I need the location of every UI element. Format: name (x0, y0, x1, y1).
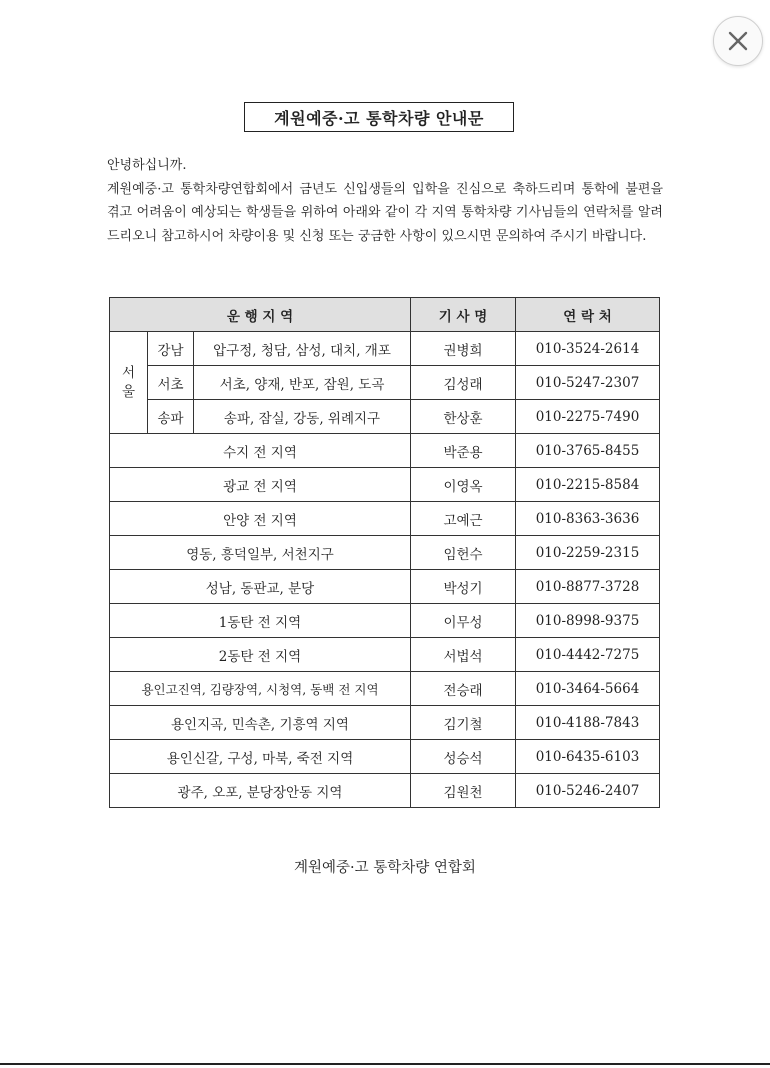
area-cell: 압구정, 청담, 삼성, 대치, 개포 (194, 332, 411, 366)
contact-cell: 010-2259-2315 (516, 536, 660, 570)
contact-cell: 010-5246-2407 (516, 774, 660, 808)
area-cell: 용인고진역, 김량장역, 시청역, 동백 전 지역 (110, 672, 411, 706)
area-cell: 용인지곡, 민속촌, 기흥역 지역 (110, 706, 411, 740)
contact-cell: 010-3464-5664 (516, 672, 660, 706)
contact-cell: 010-8877-3728 (516, 570, 660, 604)
table-row (110, 468, 660, 502)
intro-body: 계원예중·고 통학차량연합회에서 금년도 신입생들의 입학을 진심으로 축하드리며 통학에 불편을 겪고 어려움이 예상되는 학생들을 위하여 아래와 같이 각 지역 통학차량 기사님들의 연락처를 알려드리오니 참고하시어 차량이용 및 신청 또는 궁금한 사항이 있으시면 문의하여 주시기 바랍니다. (107, 181, 663, 244)
table-row (110, 502, 660, 536)
district-cell: 서초 (148, 366, 194, 400)
driver-cell: 임헌수 (411, 536, 516, 570)
driver-cell: 이영옥 (411, 468, 516, 502)
area-cell: 2동탄 전 지역 (110, 638, 411, 672)
area-cell: 송파, 잠실, 강동, 위례지구 (194, 400, 411, 434)
table-row (110, 774, 660, 808)
driver-cell: 전승래 (411, 672, 516, 706)
area-cell: 광교 전 지역 (110, 468, 411, 502)
close-button[interactable] (713, 16, 763, 66)
seoul-label (110, 332, 148, 434)
table-row (110, 400, 660, 434)
contact-cell: 010-6435-6103 (516, 740, 660, 774)
document-footer: 계원예중·고 통학차량 연합회 (294, 860, 476, 876)
area-cell: 광주, 오포, 분당장안동 지역 (110, 774, 411, 808)
driver-cell: 서법석 (411, 638, 516, 672)
header-area: 운 행 지 역 (110, 298, 411, 332)
driver-cell: 김기철 (411, 706, 516, 740)
area-cell: 수지 전 지역 (110, 434, 411, 468)
area-cell: 성남, 동판교, 분당 (110, 570, 411, 604)
area-cell: 1동탄 전 지역 (110, 604, 411, 638)
driver-cell: 박성기 (411, 570, 516, 604)
contact-cell: 010-8363-3636 (516, 502, 660, 536)
table-row (110, 434, 660, 468)
intro-text (107, 154, 663, 248)
table-row (110, 638, 660, 672)
contact-cell: 010-2215-8584 (516, 468, 660, 502)
contact-cell: 010-8998-9375 (516, 604, 660, 638)
area-cell: 안양 전 지역 (110, 502, 411, 536)
header-contact: 연 락 처 (516, 298, 660, 332)
contact-cell: 010-2275-7490 (516, 400, 660, 434)
seoul-label-char: 서 (121, 364, 136, 381)
district-cell: 송파 (148, 400, 194, 434)
table-row (110, 366, 660, 400)
driver-cell: 이무성 (411, 604, 516, 638)
contact-cell: 010-4188-7843 (516, 706, 660, 740)
driver-cell: 박준용 (411, 434, 516, 468)
area-cell: 영동, 흥덕일부, 서천지구 (110, 536, 411, 570)
district-cell: 강남 (148, 332, 194, 366)
table-row (110, 706, 660, 740)
seoul-label-char: 울 (121, 383, 136, 400)
table-row (110, 740, 660, 774)
contact-cell: 010-5247-2307 (516, 366, 660, 400)
driver-cell: 김성래 (411, 366, 516, 400)
driver-cell: 고예근 (411, 502, 516, 536)
driver-cell: 한상훈 (411, 400, 516, 434)
table-row (110, 604, 660, 638)
driver-cell: 성승석 (411, 740, 516, 774)
contact-cell: 010-3524-2614 (516, 332, 660, 366)
document-title-text: 계원예중·고 통학차량 안내문 (274, 108, 484, 128)
document-title (244, 102, 514, 132)
table-row (110, 570, 660, 604)
table-row (110, 672, 660, 706)
table-header-row (110, 298, 660, 332)
area-cell: 용인신갈, 구성, 마북, 죽전 지역 (110, 740, 411, 774)
driver-cell: 김원천 (411, 774, 516, 808)
contact-cell: 010-4442-7275 (516, 638, 660, 672)
table-row (110, 332, 660, 366)
area-cell: 서초, 양재, 반포, 잠원, 도곡 (194, 366, 411, 400)
greeting: 안녕하십니까. (107, 158, 187, 173)
driver-cell: 권병희 (411, 332, 516, 366)
header-driver: 기 사 명 (411, 298, 516, 332)
contact-table (109, 297, 660, 808)
contact-cell: 010-3765-8455 (516, 434, 660, 468)
bottom-divider (0, 1063, 770, 1065)
close-icon (728, 31, 748, 51)
table-row (110, 536, 660, 570)
